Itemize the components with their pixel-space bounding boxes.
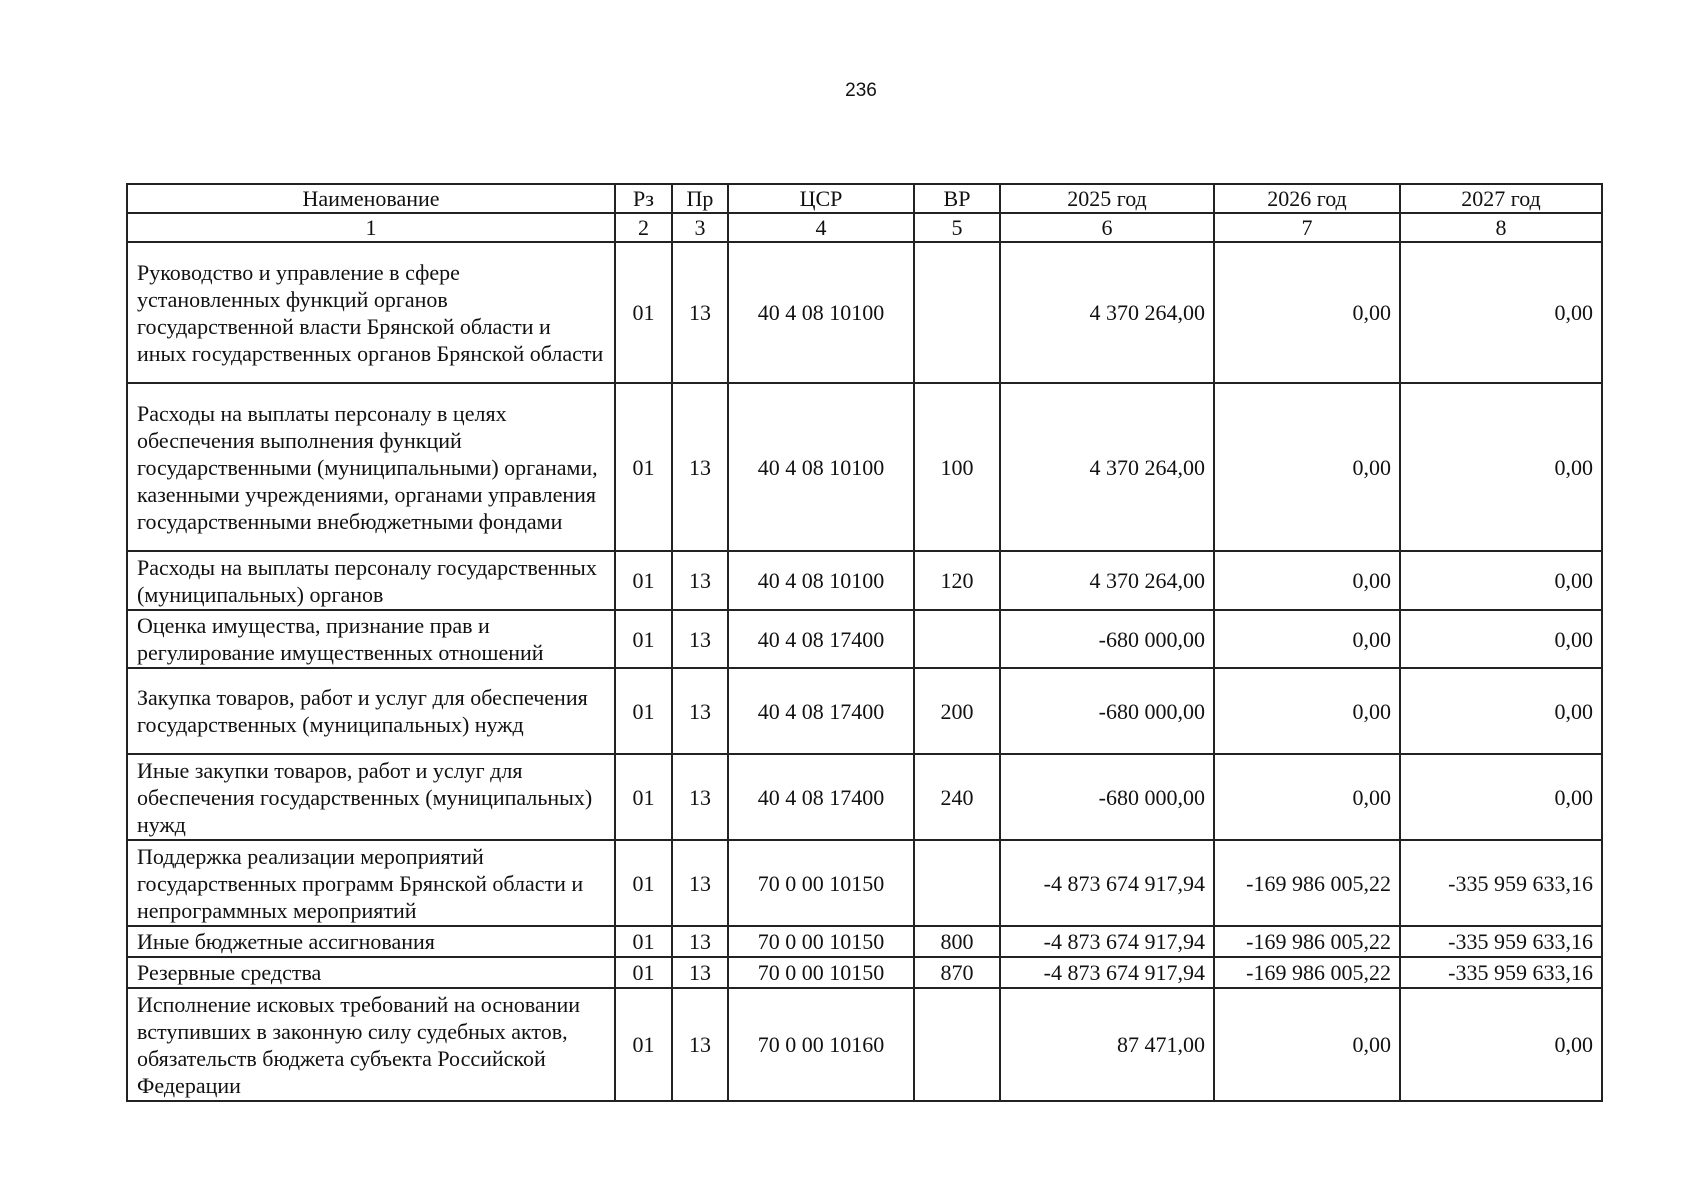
cell-2025: 87 471,00 (1000, 988, 1214, 1101)
header-2025: 2025 год (1000, 184, 1214, 213)
cell-name: Иные бюджетные ассигнования (127, 926, 615, 957)
cell-csr: 70 0 00 10160 (728, 988, 914, 1101)
cell-2026: -169 986 005,22 (1214, 926, 1400, 957)
cell-name: Иные закупки товаров, работ и услуг для обеспечения государственных (муниципальных) нужд (127, 754, 615, 840)
table-row (127, 551, 1602, 610)
cell-2025: -680 000,00 (1000, 610, 1214, 668)
cell-2026: -169 986 005,22 (1214, 957, 1400, 988)
table-row (127, 754, 1602, 840)
table-row (127, 840, 1602, 926)
cell-rz: 01 (615, 926, 672, 957)
table-row (127, 988, 1602, 1101)
cell-name: Расходы на выплаты персоналу в целях обеспечения выполнения функций государственными (муниципальными) органами, казенными учреждениями, органами управления государственными внебюджетными фондами (127, 383, 615, 551)
column-number: 1 (127, 213, 615, 242)
cell-vr: 800 (914, 926, 1000, 957)
cell-2027: 0,00 (1400, 610, 1602, 668)
column-number: 6 (1000, 213, 1214, 242)
column-number-row (127, 213, 1602, 242)
cell-pr: 13 (672, 957, 728, 988)
cell-2026: 0,00 (1214, 754, 1400, 840)
cell-2025: -4 873 674 917,94 (1000, 926, 1214, 957)
cell-rz: 01 (615, 988, 672, 1101)
column-number: 8 (1400, 213, 1602, 242)
cell-pr: 13 (672, 610, 728, 668)
cell-name: Оценка имущества, признание прав и регулирование имущественных отношений (127, 610, 615, 668)
cell-pr: 13 (672, 668, 728, 754)
cell-vr: 100 (914, 383, 1000, 551)
cell-csr: 70 0 00 10150 (728, 926, 914, 957)
column-number: 3 (672, 213, 728, 242)
cell-pr: 13 (672, 988, 728, 1101)
header-vr: ВР (914, 184, 1000, 213)
cell-2026: 0,00 (1214, 610, 1400, 668)
cell-csr: 40 4 08 17400 (728, 668, 914, 754)
cell-rz: 01 (615, 610, 672, 668)
cell-pr: 13 (672, 383, 728, 551)
cell-csr: 40 4 08 10100 (728, 383, 914, 551)
cell-rz: 01 (615, 957, 672, 988)
cell-csr: 40 4 08 10100 (728, 242, 914, 383)
column-number: 4 (728, 213, 914, 242)
budget-table (126, 183, 1603, 1102)
header-pr: Пр (672, 184, 728, 213)
cell-vr (914, 610, 1000, 668)
table-row (127, 957, 1602, 988)
cell-2025: 4 370 264,00 (1000, 551, 1214, 610)
column-number: 7 (1214, 213, 1400, 242)
cell-2027: -335 959 633,16 (1400, 957, 1602, 988)
cell-name: Закупка товаров, работ и услуг для обеспечения государственных (муниципальных) нужд (127, 668, 615, 754)
cell-rz: 01 (615, 668, 672, 754)
cell-name: Исполнение исковых требований на основании вступивших в законную силу судебных актов, обязательств бюджета субъекта Российской Федерации (127, 988, 615, 1101)
column-number: 2 (615, 213, 672, 242)
header-name: Наименование (127, 184, 615, 213)
cell-2025: -4 873 674 917,94 (1000, 957, 1214, 988)
cell-csr: 70 0 00 10150 (728, 840, 914, 926)
table-row (127, 668, 1602, 754)
cell-vr: 240 (914, 754, 1000, 840)
cell-vr: 120 (914, 551, 1000, 610)
cell-rz: 01 (615, 551, 672, 610)
cell-2025: 4 370 264,00 (1000, 242, 1214, 383)
cell-2027: 0,00 (1400, 668, 1602, 754)
cell-2027: 0,00 (1400, 551, 1602, 610)
table-row (127, 383, 1602, 551)
table-row (127, 610, 1602, 668)
header-row (127, 184, 1602, 213)
cell-pr: 13 (672, 551, 728, 610)
table-row (127, 926, 1602, 957)
cell-2027: 0,00 (1400, 754, 1602, 840)
cell-vr: 870 (914, 957, 1000, 988)
cell-2026: 0,00 (1214, 668, 1400, 754)
cell-2026: 0,00 (1214, 551, 1400, 610)
cell-rz: 01 (615, 242, 672, 383)
header-2027: 2027 год (1400, 184, 1602, 213)
cell-name: Резервные средства (127, 957, 615, 988)
table-row (127, 242, 1602, 383)
cell-pr: 13 (672, 840, 728, 926)
header-2026: 2026 год (1214, 184, 1400, 213)
cell-name: Расходы на выплаты персоналу государственных (муниципальных) органов (127, 551, 615, 610)
cell-name: Руководство и управление в сфере установленных функций органов государственной власти Брянской области и иных государственных органов Брянской области (127, 242, 615, 383)
cell-pr: 13 (672, 754, 728, 840)
header-rz: Рз (615, 184, 672, 213)
cell-2026: 0,00 (1214, 988, 1400, 1101)
cell-2025: -680 000,00 (1000, 668, 1214, 754)
cell-csr: 70 0 00 10150 (728, 957, 914, 988)
cell-vr (914, 242, 1000, 383)
cell-2025: -4 873 674 917,94 (1000, 840, 1214, 926)
cell-2025: -680 000,00 (1000, 754, 1214, 840)
cell-vr (914, 988, 1000, 1101)
cell-csr: 40 4 08 17400 (728, 754, 914, 840)
cell-2027: 0,00 (1400, 242, 1602, 383)
cell-2026: 0,00 (1214, 242, 1400, 383)
cell-2025: 4 370 264,00 (1000, 383, 1214, 551)
header-csr: ЦСР (728, 184, 914, 213)
cell-vr (914, 840, 1000, 926)
cell-rz: 01 (615, 754, 672, 840)
cell-csr: 40 4 08 17400 (728, 610, 914, 668)
cell-2026: 0,00 (1214, 383, 1400, 551)
cell-2026: -169 986 005,22 (1214, 840, 1400, 926)
cell-vr: 200 (914, 668, 1000, 754)
cell-pr: 13 (672, 926, 728, 957)
cell-2027: -335 959 633,16 (1400, 926, 1602, 957)
column-number: 5 (914, 213, 1000, 242)
page-number: 236 (845, 80, 877, 101)
cell-name: Поддержка реализации мероприятий государственных программ Брянской области и непрограммных мероприятий (127, 840, 615, 926)
cell-rz: 01 (615, 383, 672, 551)
cell-2027: -335 959 633,16 (1400, 840, 1602, 926)
cell-rz: 01 (615, 840, 672, 926)
cell-csr: 40 4 08 10100 (728, 551, 914, 610)
cell-pr: 13 (672, 242, 728, 383)
cell-2027: 0,00 (1400, 383, 1602, 551)
cell-2027: 0,00 (1400, 988, 1602, 1101)
